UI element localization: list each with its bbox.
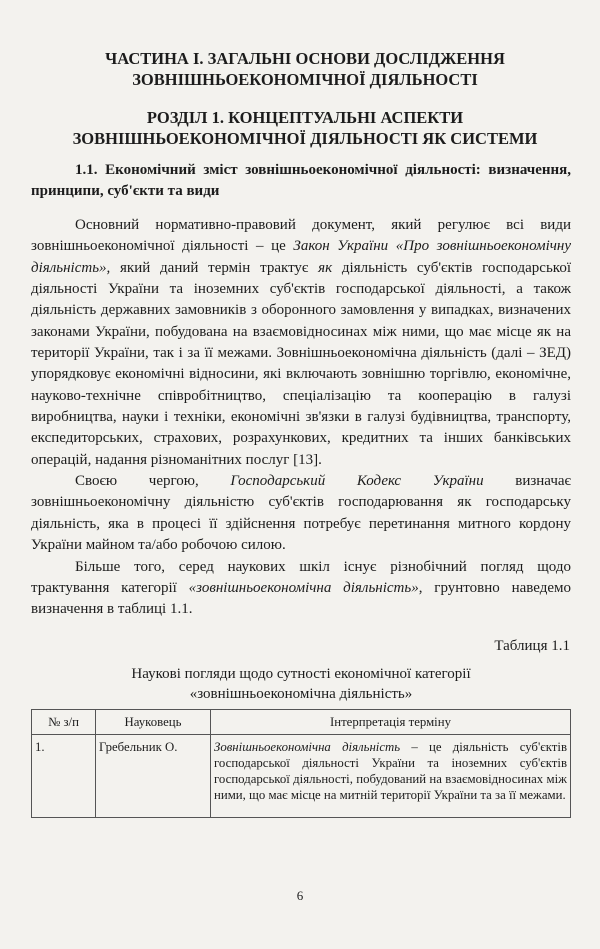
chapter-heading: РОЗДІЛ 1. КОНЦЕПТУАЛЬНІ АСПЕКТИ ЗОВНІШНЬОЕКОНОМІЧНОЇ ДІЯЛЬНОСТІ ЯК СИСТЕМИ <box>72 108 538 148</box>
paragraph-3 <box>31 557 571 621</box>
paragraph-2-text-c: визначає зовнішньоекономічну діяльністю суб'єктів господарювання як господарську діяльність, яка в процесі її здійснення потребує перетинання митного кордону України майном та/або робочою силою. <box>31 473 571 554</box>
cell-scientist: Гребельник О. <box>96 735 211 818</box>
paragraph-1 <box>31 215 571 471</box>
cell-term-italic: Зовнішньоекономічна діяльність <box>214 740 401 754</box>
table-caption <box>31 664 571 704</box>
table-caption-line-1: Наукові погляди щодо сутності економічної категорії <box>131 666 471 682</box>
body-text <box>31 215 571 621</box>
table-row <box>32 735 571 818</box>
paragraph-1-text-c: який даний термін трактує <box>110 259 319 276</box>
part-heading: ЧАСТИНА І. ЗАГАЛЬНІ ОСНОВИ ДОСЛІДЖЕННЯ ЗОВНІШНЬОЕКОНОМІЧНОЇ ДІЯЛЬНОСТІ <box>105 49 505 89</box>
paragraph-2-text-a: Своєю чергою, <box>75 473 231 490</box>
paragraph-1-text-e: діяльність суб'єктів господарської діяльності України та іноземних суб'єктів господарської діяльності, а також діяльність державних замовників з оборонного замовлення у випадках, визначених законами України, побудована на взаємовідносинах між ними, що має місце як на території України, так і за її межами. Зовнішньоекономічна діяльність (далі – ЗЕД) упорядковує економічні відносини, які включають зовнішню торгівлю, економічне, науково-технічне співробітництво, спеціалізацію та кооперацію в галузі виробництва, науки і техніки, економічні зв'язки в галузі будівництва, транспорту, експедиторських, страхових, розрахункових, кредитних та інших банківських операцій, надання різноманітних послуг [13]. <box>31 259 571 468</box>
category-italic: «зовнішньоекономічна діяльність» <box>188 579 419 596</box>
law-title-italic: Закон України «Про зовнішньоекономічну діяльність», <box>31 238 572 276</box>
header-interpretation: Інтерпретація терміну <box>211 710 571 735</box>
definitions-table <box>31 709 571 818</box>
table-caption-line-2: «зовнішньоекономічна діяльність» <box>189 686 413 702</box>
table-header-row <box>32 710 571 735</box>
paragraph-1-italic-word: як <box>318 259 333 276</box>
paragraph-1-text-a: Основний нормативно-правовий документ, який регулює всі види зовнішньоекономічної діяльності – це <box>31 217 571 255</box>
cell-number: 1. <box>32 735 96 818</box>
paragraph-3-text-c: , грунтовно наведемо визначення в таблиці 1.1. <box>31 579 571 618</box>
header-scientist: Науковець <box>96 710 211 735</box>
paragraph-2 <box>31 471 571 556</box>
header-number: № з/п <box>32 710 96 735</box>
table-label: Таблиця 1.1 <box>494 638 570 654</box>
page-number: 6 <box>296 888 304 903</box>
code-title-italic: Господарський Кодекс України <box>230 473 484 490</box>
cell-interpretation <box>211 735 571 818</box>
section-heading: 1.1. Економічний зміст зовнішньоекономічної діяльності: визначення, принципи, суб'єкти та види <box>31 162 571 199</box>
paragraph-3-text-a: Більше того, серед наукових шкіл існує різнобічний погляд щодо трактування категорії <box>31 558 571 596</box>
cell-definition: – це діяльність суб'єктів господарської діяльності України та іноземних суб'єктів господарської діяльності, побудований на взаємовідносинах між ними, що має місце на митній території України та за її межами. <box>214 740 567 802</box>
